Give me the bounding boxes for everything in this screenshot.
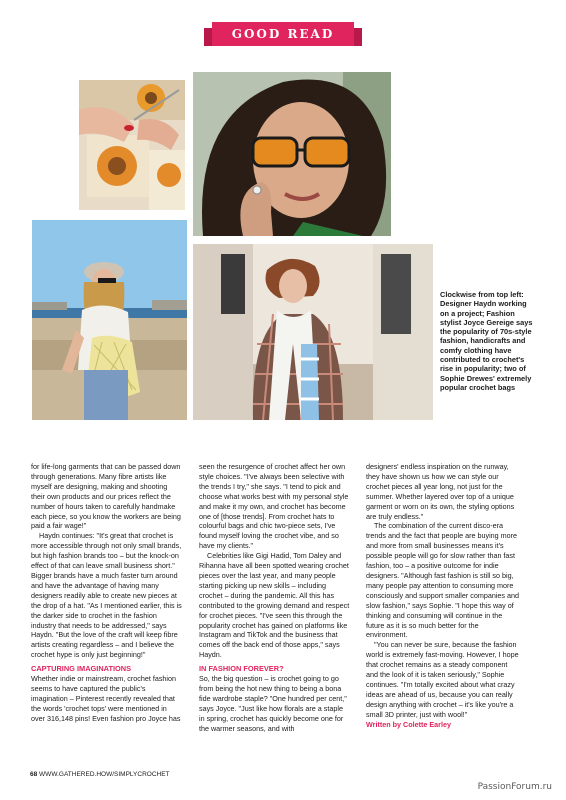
paragraph: "You can never be sure, because the fashion world is extremely fast-moving. However, I hope that crochet remains as a steady component and the look of it is taken seriously," Sophie continues. "I'm totally excited about what crazy ideas are ahead of us, because you can really design anything with crochet – it's like you're a small 3D printer, just with wool!"	[366, 640, 519, 719]
photo-plaid-coat-scarf	[193, 244, 433, 420]
byline: Written by Colette Earley	[366, 719, 451, 729]
watermark: PassionForum.ru	[477, 782, 552, 792]
paragraph: So, the big question – is crochet going to go from being the hot new thing to being a bona fide wardrobe staple? "One hundred per cent," says Joyce. "Just like how florals are a staple in spring, crochet has quickly become one for the warmer seasons, and with	[199, 674, 347, 733]
paragraph: Haydn continues: "It's great that crochet is more accessible through not only small brands, but high fashion brands too – but the knock-on effect of that can leave small business short." Bigger brands have a much faster turn around and have the advantage of having many designers readily able to create new pieces at the drop of a hat. "As I mentioned earlier, this is the darker side to crochet in the fashion industry that needs to be addressed," says Haydn. "But the love of the craft will keep fibre artists creating regardless – and I believe the crochet hype is only just beginning!"	[31, 531, 182, 660]
photo-caption: Clockwise from top left: Designer Haydn working on a project; Fashion stylist Joyce Gereige says the popularity of 70s-style fashion, handicrafts and comfy clothing have contributed to crochet's rise in popularity; two of Sophie Drewes' extremely popular crochet bags	[440, 290, 533, 392]
article-column-1	[31, 462, 182, 724]
paragraph: Whether indie or mainstream, crochet fashion seems to have captured the public's imagination – Pinterest recently revealed that the words 'crochet tops' were mentioned in over 316,148 pins! Even fashion pro Joyce has	[31, 674, 181, 723]
section-label: GOOD READ	[212, 22, 354, 46]
page-number: 68	[30, 771, 38, 778]
article-column-2	[199, 462, 350, 733]
photo-joyce-gereige	[193, 72, 391, 236]
magazine-url: WWW.GATHERED.HOW/SIMPLYCROCHET	[39, 771, 170, 778]
paragraph: seen the resurgence of crochet affect her own style choices. "I've always been selective with the trends I try," she says. "I tend to pick and choose what works best with my personal style and make it my own, and crochet has become one of [those trends]. From crochet hats to colourful bags and chic two-piece sets, I've found myself loving the crochet vibe, and so have my clients."	[199, 462, 349, 551]
paragraph: designers' endless inspiration on the runway, they have shown us how we can style our crochet pieces all year long, not just for the summer. Whether layered over top of a unique garment or worn on its own, the styling options are truly endless."	[366, 462, 515, 521]
paragraph: Celebrities like Gigi Hadid, Tom Daley and Rihanna have all been spotted wearing crochet pieces over the last year, and many people starting picking up new skills – including crochet – during the pandemic. All this has contributed to the growing demand and respect for crochet pieces. "I've seen this through the popularity crochet has gained on platforms like Instagram and TikTok and the business that comes off the back end of those apps," says Haydn.	[199, 551, 350, 660]
photo-haydn-crocheting	[79, 80, 185, 210]
paragraph: for life-long garments that can be passed down through generations. Many fibre artists like myself are designing, making and shooting their own products and our prices reflect the number of hours taken to carefully handmake each piece, so you know the workers are being paid a fair wage!"	[31, 462, 181, 531]
paragraph: The combination of the current disco-era trends and the fact that people are buying more and more from small businesses means it's possible people will go for slow rather than fast fashion, too – a positive outcome for indie designers. "Although fast fashion is still so big, many people pay attention to consuming more consciously and support smaller companies and slow fashion," says Sophie. "I hope this way of thinking and consuming will continue in the future as it is so much better for the environment.	[366, 521, 520, 640]
section-heading: IN FASHION FOREVER?	[199, 664, 284, 674]
photo-beach-crochet-bag	[32, 220, 187, 420]
section-banner	[204, 22, 362, 48]
section-heading: CAPTURING IMAGINATIONS	[31, 664, 132, 674]
page-footer	[30, 771, 170, 778]
article-column-3	[366, 462, 521, 729]
